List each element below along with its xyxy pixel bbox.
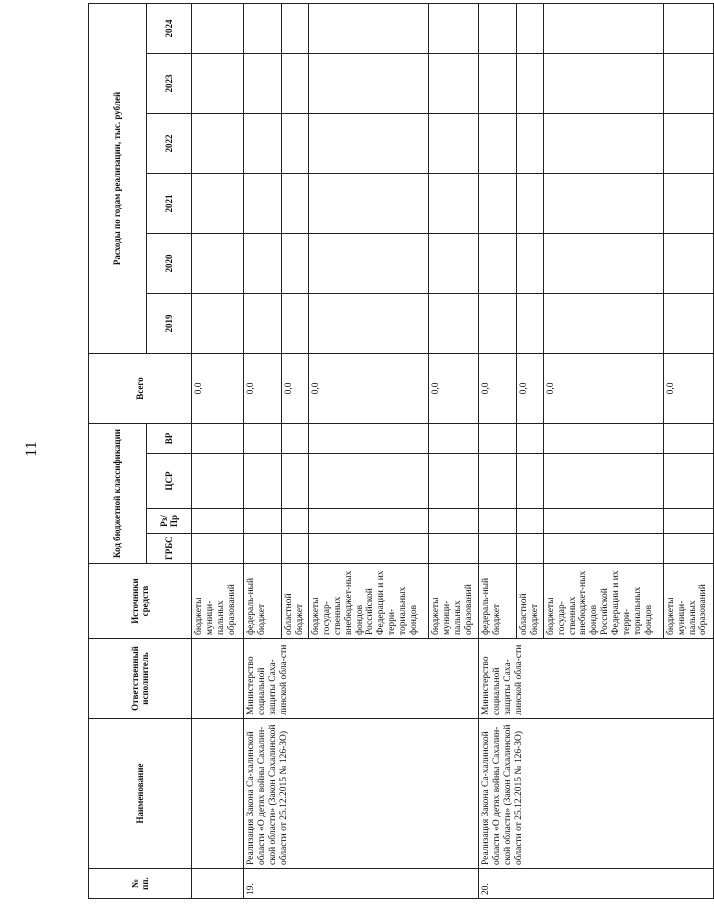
table-row	[192, 3, 244, 898]
header-year-2023: 2023	[147, 53, 192, 113]
header-vr: ВР	[147, 423, 192, 453]
header-budget-code: Код бюджетной классификации	[89, 423, 147, 563]
header-name: Наименование	[89, 719, 192, 869]
source-cell: бюджеты муници-пальных образований	[428, 564, 478, 639]
row-number: 20.	[478, 869, 713, 899]
header-year-2020: 2020	[147, 233, 192, 293]
header-source: Источники средств	[89, 564, 192, 639]
header-expenses: Расходы по годам реализации, тыс. рублей	[89, 3, 147, 353]
total-cell: 0,0	[244, 353, 282, 423]
budget-table	[88, 3, 714, 899]
table-row	[244, 3, 282, 898]
table-row	[478, 3, 516, 898]
source-cell: бюджеты муници-пальных образований	[663, 564, 713, 639]
header-executor: Ответственный исполнитель	[89, 639, 192, 719]
source-cell: бюджеты муници-пальных образований	[192, 564, 244, 639]
header-grbs: ГРБС	[147, 534, 192, 564]
source-cell: бюджеты государ-ственных внебюджет-ных фондов Российской Федерации и их терри-ториальных фондов	[308, 564, 428, 639]
header-year-2024: 2024	[147, 3, 192, 53]
source-cell: областной бюджет	[516, 564, 543, 639]
total-cell: 0,0	[428, 353, 478, 423]
total-cell: 0,0	[663, 353, 713, 423]
source-cell: бюджеты государ-ственных внебюджет-ных фондов Российской Федерации и их терри-ториальных фондов	[543, 564, 663, 639]
row-number: 19.	[244, 869, 479, 899]
header-rz-pr: Рз/ Пр	[147, 509, 192, 534]
header-year-2019: 2019	[147, 293, 192, 353]
page-number: 11	[23, 441, 40, 457]
source-cell: областной бюджет	[282, 564, 309, 639]
executor-cell: Министерство социальной защиты Саха-линской обла-сти	[478, 639, 713, 719]
total-cell: 0,0	[478, 353, 516, 423]
total-cell: 0,0	[308, 353, 428, 423]
budget-table-sheet	[80, 0, 709, 905]
header-csr: ЦСР	[147, 454, 192, 509]
total-cell: 0,0	[282, 353, 309, 423]
source-cell: федераль-ный бюджет	[478, 564, 516, 639]
total-cell: 0,0	[543, 353, 663, 423]
measure-name: Реализация Закона Са-халинской области «О детях войны Сахалин-ской области» (Закон Сахалинской области от 25.12.2015 № 126-ЗО)	[244, 719, 479, 869]
measure-name: Реализация Закона Са-халинской области «О детях войны Сахалин-ской области» (Закон Сахалинской области от 25.12.2015 № 126-ЗО)	[478, 719, 713, 869]
header-total: Всего	[89, 353, 192, 423]
source-cell: федераль-ный бюджет	[244, 564, 282, 639]
header-year-2022: 2022	[147, 113, 192, 173]
header-no: № пп.	[89, 869, 192, 899]
executor-cell: Министерство социальной защиты Саха-линской обла-сти	[244, 639, 479, 719]
total-cell: 0,0	[192, 353, 244, 423]
header-year-2021: 2021	[147, 173, 192, 233]
total-cell: 0,0	[516, 353, 543, 423]
